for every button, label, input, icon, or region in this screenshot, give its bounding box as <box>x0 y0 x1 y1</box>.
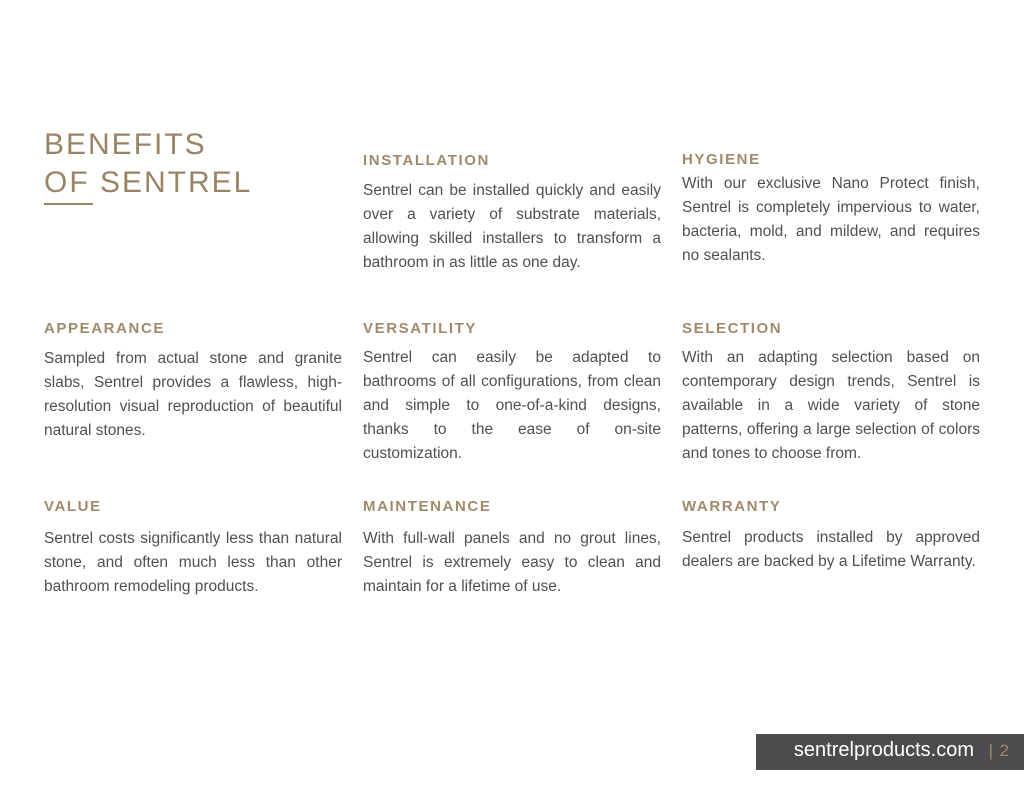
section-heading: VALUE <box>44 498 102 515</box>
section-selection <box>682 319 980 466</box>
section-body: Sampled from actual stone and granite slabs, Sentrel provides a flawless, high-resolution visual reproduction of beautiful natural stones. <box>44 350 342 439</box>
page-title-line-2: OF SENTREL <box>44 166 253 199</box>
section-heading: SELECTION <box>682 320 783 337</box>
section-body: Sentrel can easily be adapted to bathrooms of all configurations, from clean and simple to one-of-a-kind designs, thanks to the ease of on-site customization. <box>363 349 661 462</box>
section-heading: MAINTENANCE <box>363 498 492 515</box>
section-body: Sentrel can be installed quickly and easily over a variety of substrate materials, allowing skilled installers to transform a bathroom in as little as one day. <box>363 182 661 271</box>
section-heading: INSTALLATION <box>363 152 490 169</box>
section-warranty <box>682 497 980 574</box>
page-number: 2 <box>999 741 1009 760</box>
section-body: Sentrel products installed by approved dealers are backed by a Lifetime Warranty. <box>682 529 980 570</box>
section-appearance <box>44 319 342 443</box>
section-heading: APPEARANCE <box>44 320 166 337</box>
section-heading: HYGIENE <box>682 151 761 168</box>
footer-separator: | <box>988 741 993 760</box>
section-body: With our exclusive Nano Protect finish, Sentrel is completely impervious to water, bacteria, mold, and mildew, and requires no sealants. <box>682 175 980 264</box>
website-link[interactable]: sentrelproducts.com <box>793 739 974 761</box>
section-heading: WARRANTY <box>682 498 782 515</box>
page-title <box>44 126 252 202</box>
section-heading: VERSATILITY <box>363 320 477 337</box>
section-versatility <box>363 319 661 466</box>
section-installation <box>363 151 661 275</box>
title-underline <box>44 203 93 205</box>
page-title-line-1: BENEFITS <box>44 128 207 161</box>
footer-bar <box>756 734 1024 770</box>
section-body: With full-wall panels and no grout lines, Sentrel is extremely easy to clean and maintain for a lifetime of use. <box>363 530 661 595</box>
section-value <box>44 497 342 599</box>
section-maintenance <box>363 497 661 599</box>
section-body: Sentrel costs significantly less than natural stone, and often much less than other bathroom remodeling products. <box>44 530 342 595</box>
section-hygiene <box>682 150 980 268</box>
section-body: With an adapting selection based on contemporary design trends, Sentrel is available in a wide variety of stone patterns, offering a large selection of colors and tones to choose from. <box>682 349 980 462</box>
